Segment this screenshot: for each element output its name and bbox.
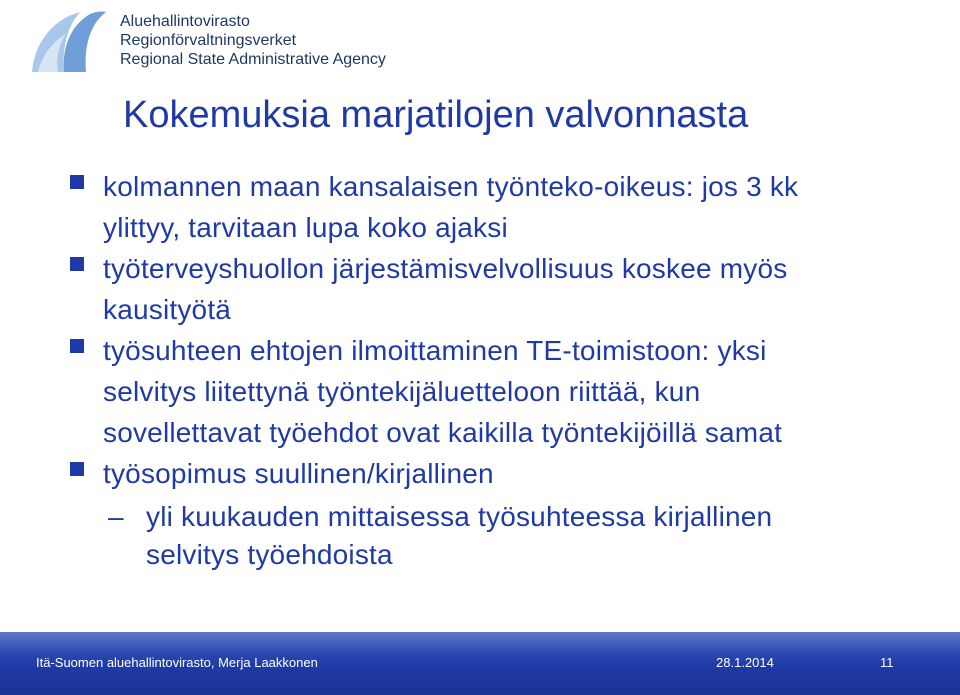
square-bullet-icon <box>70 462 84 476</box>
org-name-sv: Regionförvaltningsverket <box>120 32 297 49</box>
footer-date: 28.1.2014 <box>716 655 774 670</box>
sub-bullet-line: selvitys työehdoista <box>146 539 393 570</box>
bullet-item <box>0 166 893 248</box>
sub-bullet-item <box>0 498 886 574</box>
square-bullet-icon <box>70 339 84 353</box>
page-number: 11 <box>880 655 894 670</box>
bullet-line: kolmannen maan kansalaisen työnteko-oikeus: jos 3 kk <box>103 171 799 202</box>
footer-author: Itä-Suomen aluehallintovirasto, Merja Laakkonen <box>36 655 318 670</box>
bullet-line: kausityötä <box>103 294 232 325</box>
sub-bullet-line: yli kuukauden mittaisessa työsuhteessa kirjallinen <box>146 501 773 532</box>
bullet-line: ylittyy, tarvitaan lupa koko ajaksi <box>103 212 508 243</box>
bullet-line: työsuhteen ehtojen ilmoittaminen TE-toimistoon: yksi <box>103 335 767 366</box>
agency-logo-icon <box>28 6 108 76</box>
bullet-line: työsopimus suullinen/kirjallinen <box>103 458 494 489</box>
bullet-line: sovellettavat työehdot ovat kaikilla työntekijöillä samat <box>103 417 783 448</box>
dash-bullet-icon: – <box>108 501 124 532</box>
bullet-item <box>0 248 893 330</box>
square-bullet-icon <box>70 175 84 189</box>
slide-title: Kokemuksia marjatilojen valvonnasta <box>123 94 749 136</box>
org-name-en: Regional State Administrative Agency <box>120 51 386 68</box>
org-names <box>120 12 386 69</box>
bullet-line: selvitys liitettynä työntekijäluetteloon riittää, kun <box>103 376 701 407</box>
bullet-item <box>0 330 893 453</box>
bullet-list <box>0 166 960 574</box>
org-name-fi: Aluehallintovirasto <box>120 13 250 30</box>
square-bullet-icon <box>70 257 84 271</box>
bullet-item <box>0 453 893 494</box>
bullet-line: työterveyshuollon järjestämisvelvollisuus koskee myös <box>103 253 788 284</box>
